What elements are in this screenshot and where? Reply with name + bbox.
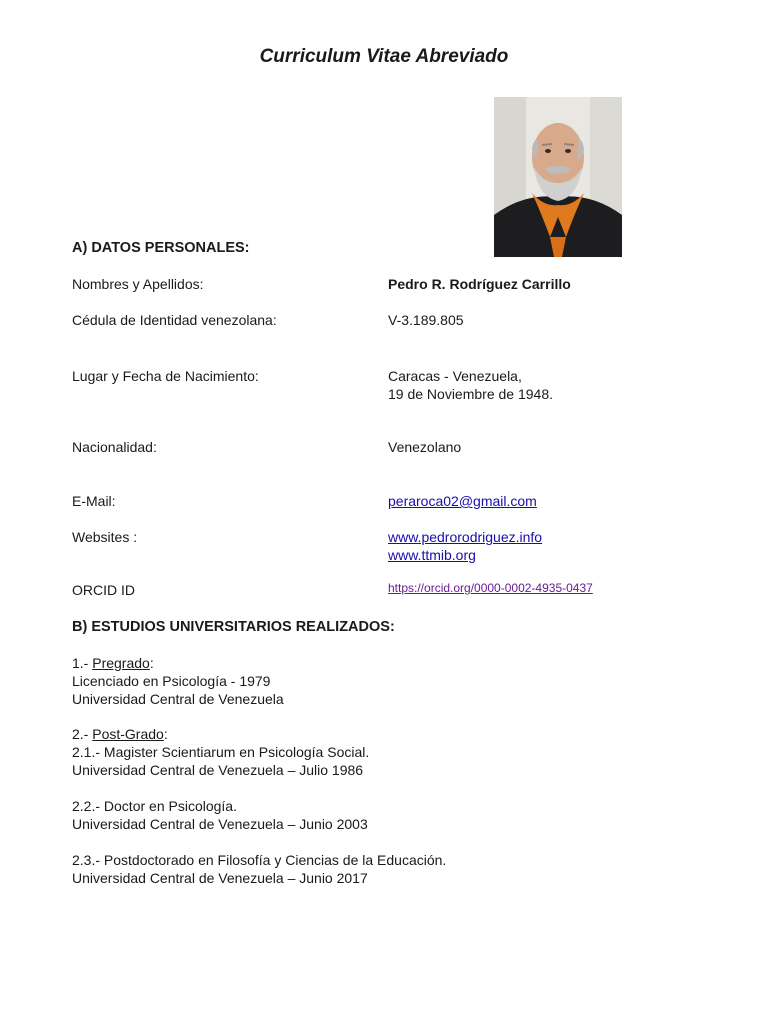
id-value: V-3.189.805 [388, 312, 464, 328]
orcid-label: ORCID ID [72, 582, 135, 598]
postgrado-label: Post-Grado [92, 726, 164, 742]
email-link[interactable]: peraroca02@gmail.com [388, 493, 537, 509]
name-label: Nombres y Apellidos: [72, 276, 204, 292]
postdoc-university: Universidad Central de Venezuela – Junio 2017 [72, 870, 368, 886]
postgrado-prefix: 2.- [72, 726, 93, 742]
pregrado-title [72, 654, 284, 672]
nationality-value: Venezolano [388, 439, 462, 455]
pregrado-label: Pregrado [92, 655, 150, 671]
id-label: Cédula de Identidad venezolana: [72, 312, 277, 328]
section-b-heading: B) ESTUDIOS UNIVERSITARIOS REALIZADOS: [72, 619, 395, 635]
postdoc-block [72, 851, 446, 887]
website-link-1[interactable]: www.pedrorodriguez.info [388, 529, 543, 545]
birth-place-value: Caracas - Venezuela, [388, 368, 522, 384]
birth-date-value: 19 de Noviembre de 1948. [388, 386, 553, 402]
pregrado-block [72, 654, 284, 708]
portrait-photo [494, 97, 622, 257]
doctor-university: Universidad Central de Venezuela – Junio 2003 [72, 816, 368, 832]
pregrado-suffix: : [149, 655, 154, 671]
doctor-degree: 2.2.- Doctor en Psicología. [72, 798, 237, 814]
postdoc-degree: 2.3.- Postdoctorado en Filosofía y Ciencias de la Educación. [72, 852, 447, 868]
section-a-heading: A) DATOS PERSONALES: [72, 240, 250, 256]
magister-university: Universidad Central de Venezuela – Julio 1986 [72, 762, 364, 778]
websites-label: Websites : [72, 529, 138, 545]
birth-label: Lugar y Fecha de Nacimiento: [72, 368, 259, 384]
orcid-link[interactable]: https://orcid.org/0000-0002-4935-0437 [388, 581, 593, 595]
postgrado-title [72, 725, 369, 743]
pregrado-university: Universidad Central de Venezuela [72, 691, 284, 707]
pregrado-degree: Licenciado en Psicología - 1979 [72, 673, 271, 689]
nationality-label: Nacionalidad: [72, 439, 157, 455]
doctor-block [72, 797, 368, 833]
website-link-2[interactable]: www.ttmib.org [388, 547, 476, 563]
document-title: Curriculum Vitae Abreviado [259, 46, 509, 67]
magister-degree: 2.1.- Magister Scientiarum en Psicología Social. [72, 744, 370, 760]
postgrado-block [72, 725, 369, 779]
portrait-photo-image [494, 97, 622, 257]
name-value: Pedro R. Rodríguez Carrillo [388, 276, 571, 292]
pregrado-prefix: 1.- [72, 655, 93, 671]
postgrado-suffix: : [163, 726, 168, 742]
email-label: E-Mail: [72, 493, 116, 509]
